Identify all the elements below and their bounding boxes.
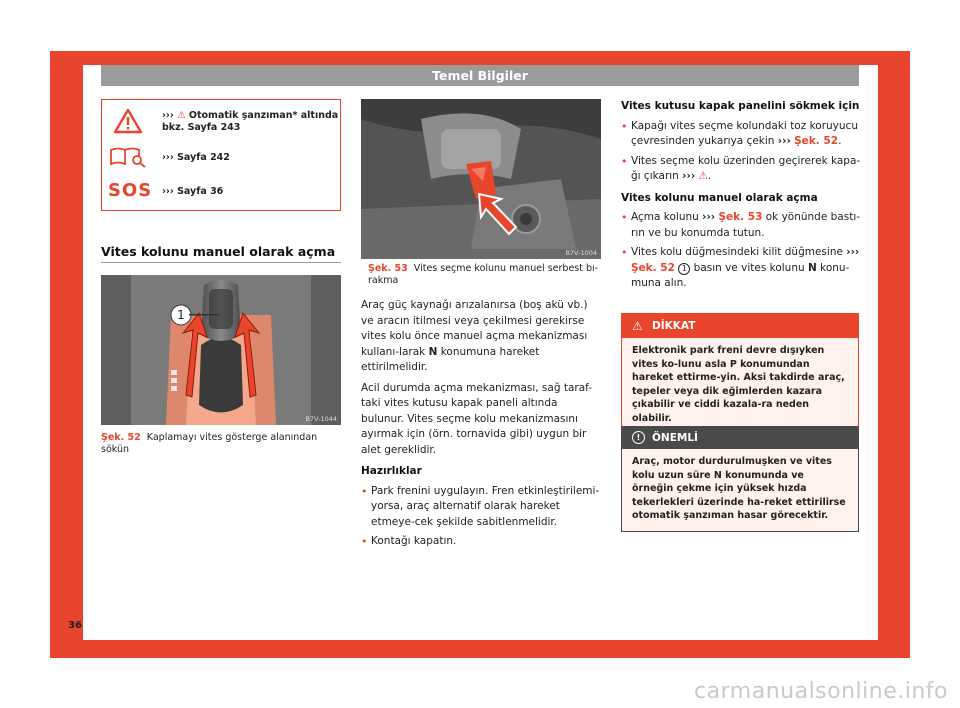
list-item: • Vites kolu düğmesindeki kilit düğmesine ››› Şek. 52 1 basın ve vites kolunu N konu-muna alın. <box>621 245 861 292</box>
paragraph-1: Araç güç kaynağı arızalanırsa (boş akü vb.) ve aracın itilmesi veya çekilmesi gerekirse vites kolu önce manuel açma mekanizması kullanı-larak N konumuna hareket ettirilmelidir. <box>361 299 588 373</box>
info-icon: ! <box>632 431 645 444</box>
list-item: • Kapağı vites seçme kolundaki toz koruyucu çevresinden yukarıya çekin ››› Şek. 52. <box>621 119 861 150</box>
callout-number: 1 <box>678 263 690 275</box>
sos-icon: SOS <box>108 180 153 201</box>
figure-53-image <box>361 99 601 259</box>
caption-text: Kaplamayı vites gösterge alanından sökün <box>101 432 318 455</box>
figure-link[interactable]: Şek. 52 <box>631 261 675 274</box>
ref-text-page[interactable]: bkz. Sayfa 243 <box>162 122 241 133</box>
figure-53-caption <box>368 263 600 287</box>
warning-title: DİKKAT <box>652 320 696 332</box>
page-number: 36 <box>68 620 82 631</box>
manual-release-heading: Vites kolunu manuel olarak açma <box>621 191 818 204</box>
ref-text[interactable]: Sayfa 242 <box>177 152 230 163</box>
list-item: • Vites seçme kolu üzerinden geçirerek kapa-ğı çıkarın ››› ⚠. <box>621 154 861 185</box>
section-title: Vites kolunu manuel olarak açma <box>101 244 336 259</box>
chapter-header: Temel Bilgiler <box>101 65 859 86</box>
inline-warning-icon: ⚠ <box>177 110 186 121</box>
svg-text:1: 1 <box>177 308 185 322</box>
figure-link[interactable]: Şek. 53 <box>718 211 763 223</box>
ref-text[interactable]: Otomatik şanzıman* altında <box>188 110 339 121</box>
warning-text: Elektronik park freni devre dışıyken vites ko-lunu asla P konumundan hareket ettirme-yin. Aksi takdirde araç, tepeler veya dik eğimlerden kazara çıkabilir ve ciddi kazala-ra neden olabilir. <box>632 345 845 424</box>
list-item: • Park frenini uygulayın. Fren etkinleştirilemi-yorsa, araç alternatif olarak hareket etmeye-cek şekilde sabitlenmelidir. <box>361 484 603 531</box>
notice-box <box>621 426 859 532</box>
figure-label: Şek. 52 <box>101 432 141 443</box>
figure-52-image <box>101 275 341 425</box>
section-divider <box>101 262 341 263</box>
warning-box <box>621 313 859 434</box>
warning-icon <box>108 108 148 138</box>
list-item: • Açma kolunu ››› Şek. 53 ok yönünde bastı-rın ve bu konumda tutun. <box>621 210 861 241</box>
figure-52-caption <box>101 432 341 456</box>
middle-column <box>361 298 603 554</box>
notice-text: Araç, motor durdurulmuşken ve vites kolu uzun süre N konumunda ve örneğin çekme için yüksek hızda tekerlekleri üzerinde ha-reket ettirilirse otomatik şanzıman hasar görecektir. <box>632 456 846 521</box>
right-column <box>621 99 861 296</box>
notice-title: ÖNEMLİ <box>652 432 698 444</box>
figure-code: B7V-1044 <box>305 415 337 423</box>
warning-icon: ⚠ <box>632 319 643 333</box>
ref-chevrons: ››› <box>162 186 174 197</box>
figure-link[interactable]: Şek. 52 <box>794 135 839 147</box>
ref-chevrons: ››› <box>162 152 174 163</box>
inline-warning-icon[interactable]: ⚠ <box>698 170 708 182</box>
figure-code: B7V-1004 <box>565 249 597 257</box>
book-icon <box>108 144 148 172</box>
reference-box <box>101 99 341 211</box>
ref-text[interactable]: Sayfa 36 <box>177 186 224 197</box>
list-item: • Kontağı kapatın. <box>361 534 603 550</box>
paragraph-2: Acil durumda açma mekanizması, sağ taraf-taki vites kutusu kapak paneli altında bulunur. Vites seçme kolu mekanizmasını ayırmak için (örn. tornavida gibi) uygun bir alet gereklidir. <box>361 381 593 456</box>
cover-panel-heading: Vites kutusu kapak panelini sökmek için <box>621 100 860 112</box>
watermark: carmanualsonline.info <box>694 679 948 704</box>
preparations-heading: Hazırlıklar <box>361 465 422 477</box>
figure-label: Şek. 53 <box>368 263 408 274</box>
ref-chevrons: ››› <box>162 110 174 121</box>
caption-text: Vites seçme kolunu manuel serbest bı-rakma <box>368 263 599 286</box>
